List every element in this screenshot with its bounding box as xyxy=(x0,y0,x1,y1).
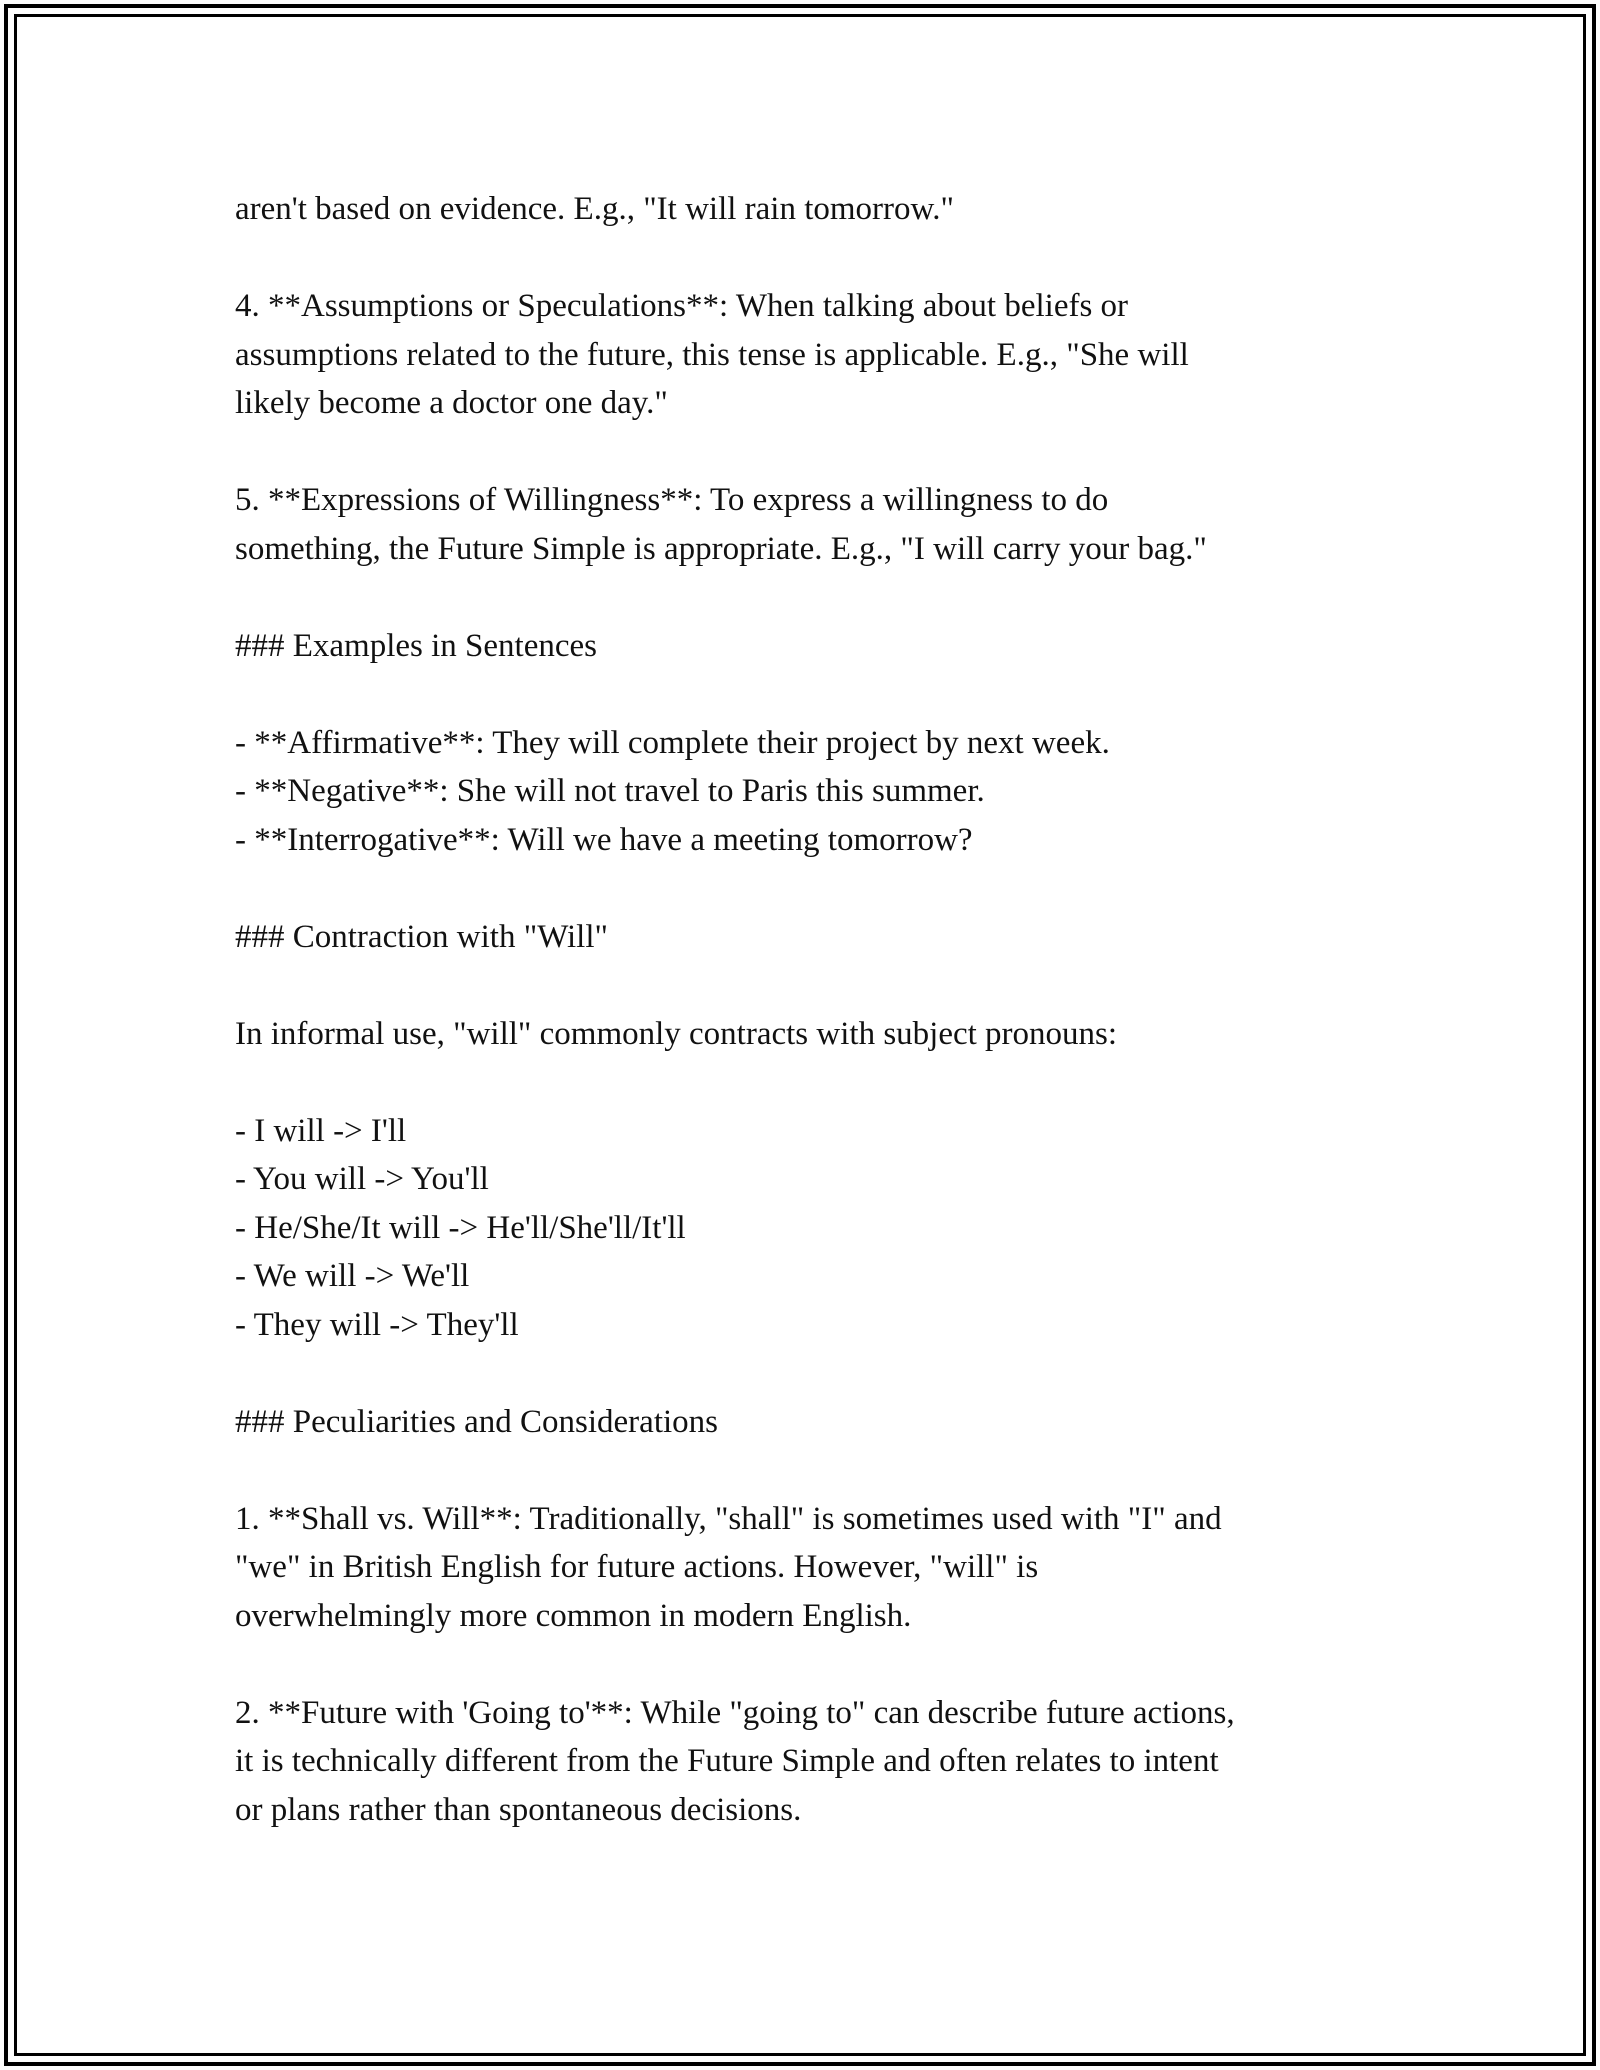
blank-line xyxy=(235,1446,1365,1495)
text-line: "we" in British English for future actions. However, "will" is xyxy=(235,1549,1039,1585)
list-item-assumptions: 4. **Assumptions or Speculations**: When talking about beliefs or xyxy=(235,288,1129,324)
bullet-contraction: - You will -> You'll xyxy=(235,1161,489,1197)
blank-line xyxy=(235,1058,1365,1107)
bullet-interrogative: - **Interrogative**: Will we have a meeting tomorrow? xyxy=(235,821,973,858)
paragraph-informal-use: In informal use, "will" commonly contracts with subject pronouns: xyxy=(235,1015,1118,1052)
text-line: it is technically different from the Future Simple and often relates to intent xyxy=(235,1743,1219,1779)
blank-line xyxy=(235,1640,1365,1689)
document-body xyxy=(235,185,1365,1834)
section-heading-contraction: ### Contraction with "Will" xyxy=(235,918,608,955)
section-heading-examples: ### Examples in Sentences xyxy=(235,627,598,664)
text-line: likely become a doctor one day." xyxy=(235,385,668,421)
text-line: assumptions related to the future, this tense is applicable. E.g., "She will xyxy=(235,336,1189,373)
bullet-negative: - **Negative**: She will not travel to Paris this summer. xyxy=(235,773,985,809)
blank-line xyxy=(235,864,1365,913)
blank-line xyxy=(235,1349,1365,1398)
text-line: overwhelmingly more common in modern English. xyxy=(235,1597,912,1634)
list-item-going-to: 2. **Future with 'Going to'**: While "going to" can describe future actions, xyxy=(235,1694,1235,1731)
text-line: aren't based on evidence. E.g., "It will rain tomorrow." xyxy=(235,191,954,227)
text-line: or plans rather than spontaneous decisions. xyxy=(235,1791,802,1828)
text-line: something, the Future Simple is appropriate. E.g., "I will carry your bag." xyxy=(235,530,1207,567)
bullet-contraction: - I will -> I'll xyxy=(235,1112,407,1149)
blank-line xyxy=(235,573,1365,622)
bullet-contraction: - We will -> We'll xyxy=(235,1258,470,1294)
blank-line xyxy=(235,234,1365,283)
bullet-contraction: - He/She/It will -> He'll/She'll/It'll xyxy=(235,1209,686,1246)
bullet-affirmative: - **Affirmative**: They will complete their project by next week. xyxy=(235,724,1110,761)
blank-line xyxy=(235,961,1365,1010)
blank-line xyxy=(235,670,1365,719)
list-item-willingness: 5. **Expressions of Willingness**: To express a willingness to do xyxy=(235,482,1109,518)
section-heading-peculiarities: ### Peculiarities and Considerations xyxy=(235,1403,718,1440)
bullet-contraction: - They will -> They'll xyxy=(235,1306,519,1343)
blank-line xyxy=(235,428,1365,477)
list-item-shall-vs-will: 1. **Shall vs. Will**: Traditionally, "shall" is sometimes used with "I" and xyxy=(235,1500,1222,1537)
